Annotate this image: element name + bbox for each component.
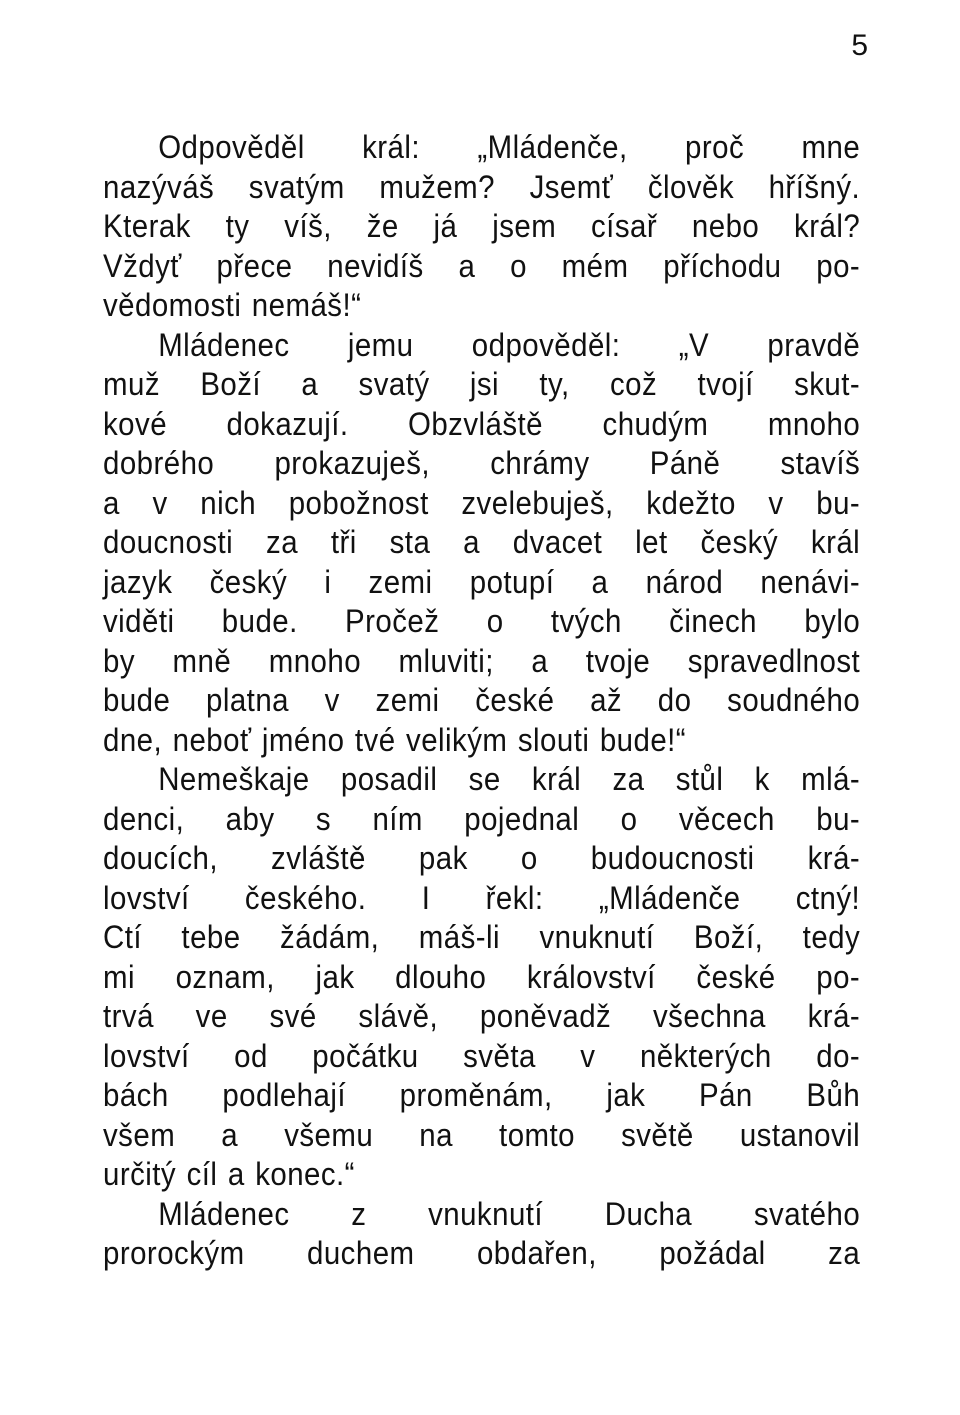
text-line: viděti bude. Pročež o tvých činech bylo (103, 603, 861, 639)
text-line: určitý cíl a konec.“ (103, 1156, 355, 1192)
text-line: bude platna v zemi české až do soudného (103, 682, 861, 718)
text-line: prorockým duchem obdařen, požádal za (103, 1235, 861, 1271)
text-line: Mládenec jemu odpověděl: „V pravdě (158, 326, 861, 363)
text-line: trvá ve své slávě, poněvadž všechna krá- (103, 998, 861, 1034)
text-line: dobrého prokazuješ, chrámy Páně stavíš (103, 445, 861, 481)
text-line: Mládenec z vnuknutí Ducha svatého (158, 1195, 861, 1232)
text-line: by mně mnoho mluviti; a tvoje spravedlnost (103, 642, 861, 679)
text-line: Ctí tebe žádám, máš-li vnuknutí Boží, tedy (103, 919, 861, 955)
text-line: denci, aby s ním pojednal o věcech bu- (103, 800, 861, 837)
text-line: kové dokazují. Obzvláště chudým mnoho (103, 405, 861, 442)
text-line: Odpověděl král: „Mládenče, proč mne (158, 129, 861, 165)
text-line: všem a všemu na tomto světě ustanovil (103, 1116, 861, 1153)
text-line: a v nich pobožnost zvelebuješ, kdežto v bu- (103, 484, 861, 521)
text-line: lovství českého. I řekl: „Mládenče ctný! (103, 879, 861, 916)
text-line: dne, neboť jméno tvé velikým slouti bude!“ (103, 721, 687, 758)
text-line: lovství od počátku světa v některých do- (103, 1037, 861, 1074)
text-line: vědomosti nemáš!“ (103, 287, 362, 323)
body-text (103, 128, 860, 1274)
text-line: Kterak ty víš, že já jsem císař nebo král? (103, 208, 861, 244)
text-line: nazýváš svatým mužem? Jsemť člověk hříšný. (103, 168, 861, 205)
text-line: doucnosti za tři sta a dvacet let český král (103, 524, 861, 560)
page-number: 5 (851, 29, 868, 62)
text-line: jazyk český i zemi potupí a národ nenávi- (103, 563, 861, 600)
text-line: mi oznam, jak dlouho království české po- (103, 958, 861, 995)
text-line: doucích, zvláště pak o budoucnosti krá- (103, 840, 861, 876)
text-line: muž Boží a svatý jsi ty, což tvojí skut- (103, 366, 861, 402)
text-line: bách podlehají proměnám, jak Pán Bůh (103, 1077, 861, 1113)
text-line: Vždyť přece nevidíš a o mém příchodu po- (103, 247, 861, 284)
text-line: Nemeškaje posadil se král za stůl k mlá- (158, 761, 861, 797)
